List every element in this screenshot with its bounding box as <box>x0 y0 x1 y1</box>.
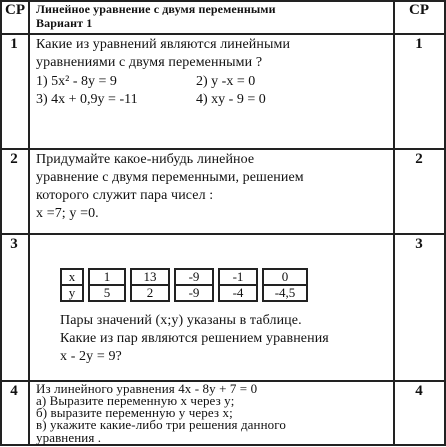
rule-num-col <box>28 0 30 446</box>
header-title-line1: Линейное уравнение с двумя переменными <box>36 2 276 16</box>
table-cell: 5 <box>89 285 125 301</box>
task2-text-line1: Придумайте какое-нибудь линейное <box>36 152 255 167</box>
table-cell: 1 <box>89 269 125 285</box>
task1-number: 1 <box>10 36 18 52</box>
table-cell: -9 <box>175 285 213 301</box>
task2-text-line4: x =7; y =0. <box>36 206 99 221</box>
table-cell-y-label: y <box>61 285 83 301</box>
table-cell-x-label: x <box>61 269 83 285</box>
task3-text-line2: Какие из пар являются решением уравнения <box>60 331 329 346</box>
task1-score: 1 <box>415 36 423 52</box>
task1-option-2: 2) y -x = 0 <box>196 74 256 89</box>
task1-text-line1: Какие из уравнений являются линейными <box>36 37 291 52</box>
values-table <box>60 268 308 302</box>
task1-option-3: 3) 4x + 0,9y = -11 <box>36 92 138 107</box>
task2-text-line3: которого служит пара чисел : <box>36 188 214 203</box>
rule-task1-bottom <box>0 148 446 150</box>
rule-score-col <box>393 0 395 446</box>
task4-text-line1: Из линейного уравнения 4x - 8y + 7 = 0 <box>36 381 258 396</box>
task3-score: 3 <box>415 236 423 252</box>
task1-text-line2: уравнениями с двумя переменными ? <box>36 55 263 70</box>
table-row-y <box>61 285 307 301</box>
task1-option-1: 1) 5x² - 8y = 9 <box>36 74 117 89</box>
task3-number: 3 <box>10 236 18 252</box>
task4-text-line2: а) Выразите переменную x через y; <box>36 393 235 408</box>
rule-left <box>0 0 2 446</box>
rule-task2-bottom <box>0 233 446 235</box>
header-cp-left: CP <box>5 2 25 18</box>
task4-score: 4 <box>415 383 423 399</box>
task3-text-line1: Пары значений (x;y) указаны в таблице. <box>60 313 302 328</box>
table-cell: -4,5 <box>263 285 307 301</box>
table-cell: -1 <box>219 269 257 285</box>
task4-text-line5: уравнения . <box>36 430 102 445</box>
task3-text-line3: x - 2y = 9? <box>60 349 122 364</box>
table-row-x <box>61 269 307 285</box>
table-cell: -9 <box>175 269 213 285</box>
task2-text-line2: уравнение с двумя переменными, решением <box>36 170 304 185</box>
table-cell: 13 <box>131 269 169 285</box>
table-cell: -4 <box>219 285 257 301</box>
task4-text-line4: в) укажите какие-либо три решения данного <box>36 417 286 432</box>
rule-header-bottom <box>0 33 446 35</box>
task4-number: 4 <box>10 383 18 399</box>
task4-text-line3: б) выразите переменную y через x; <box>36 405 233 420</box>
table-cell: 2 <box>131 285 169 301</box>
table-cell: 0 <box>263 269 307 285</box>
task2-score: 2 <box>415 151 423 167</box>
task2-number: 2 <box>10 151 18 167</box>
header-cp-right: CP <box>409 2 429 18</box>
task1-option-4: 4) xy - 9 = 0 <box>196 92 266 107</box>
header-title-line2: Вариант 1 <box>36 16 93 30</box>
